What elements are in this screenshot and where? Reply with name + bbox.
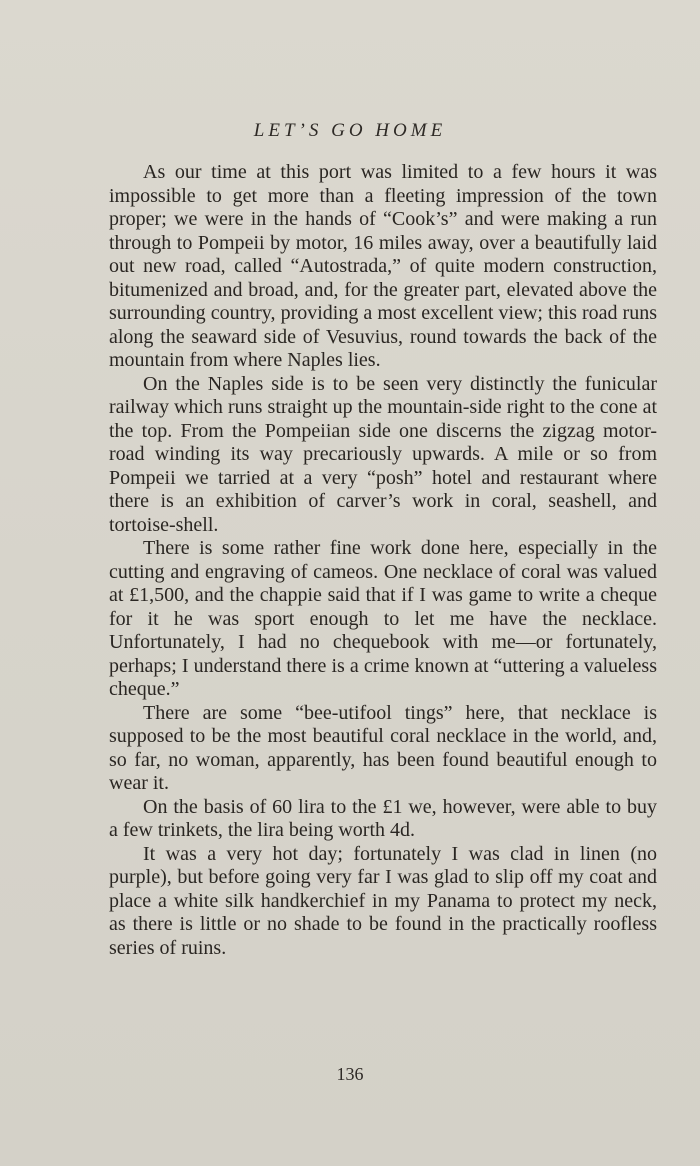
paragraph: On the Naples side is to be seen very distinctly the funicular railway which runs straight up the mountain-side right to the cone at the top. From the Pompeiian side one discerns the zigzag motor-road winding its way precariously upwards. A mile or so from Pompeii we tarried at a very “posh” hotel and restaurant where there is an exhibition of carver’s work in coral, seashell, and tortoise-shell. [109,372,657,536]
paragraph: There are some “bee-utifool tings” here, that necklace is supposed to be the most beautiful coral necklace in the world, and, so far, no woman, apparently, has been found beautiful enough to wear it. [109,701,657,794]
body-text [109,161,657,960]
paragraph: As our time at this port was limited to a few hours it was impossible to get more than a fleeting impression of the town proper; we were in the hands of “Cook’s” and were making a run through to Pompeii by motor, 16 miles away, over a beautifully laid out new road, called “Autostrada,” of quite modern construction, bitumenized and broad, and, for the greater part, elevated above the surrounding country, providing a most excellent view; this road runs along the seaward side of Vesuvius, round towards the back of the mountain from where Naples lies. [109,161,657,371]
running-head: LET’S GO HOME [253,120,447,141]
paragraph: It was a very hot day; fortunately I was clad in linen (no purple), but before going very far I was glad to slip off my coat and place a white silk handkerchief in my Panama to protect my neck, as there is little or no shade to be found in the practically roofless series of ruins. [109,842,657,959]
paragraph: There is some rather fine work done here, especially in the cutting and engraving of cameos. One necklace of coral was valued at £1,500, and the chappie said that if I was game to write a cheque for it he was sport enough to let me have the necklace. Unfortunately, I had no chequebook with me—or fortunately, perhaps; I understand there is a crime known at “uttering a valueless cheque.” [109,537,657,700]
paragraph: On the basis of 60 lira to the £1 we, however, were able to buy a few trinkets, the lira being worth 4d. [109,795,657,841]
page-number: 136 [336,1064,364,1084]
